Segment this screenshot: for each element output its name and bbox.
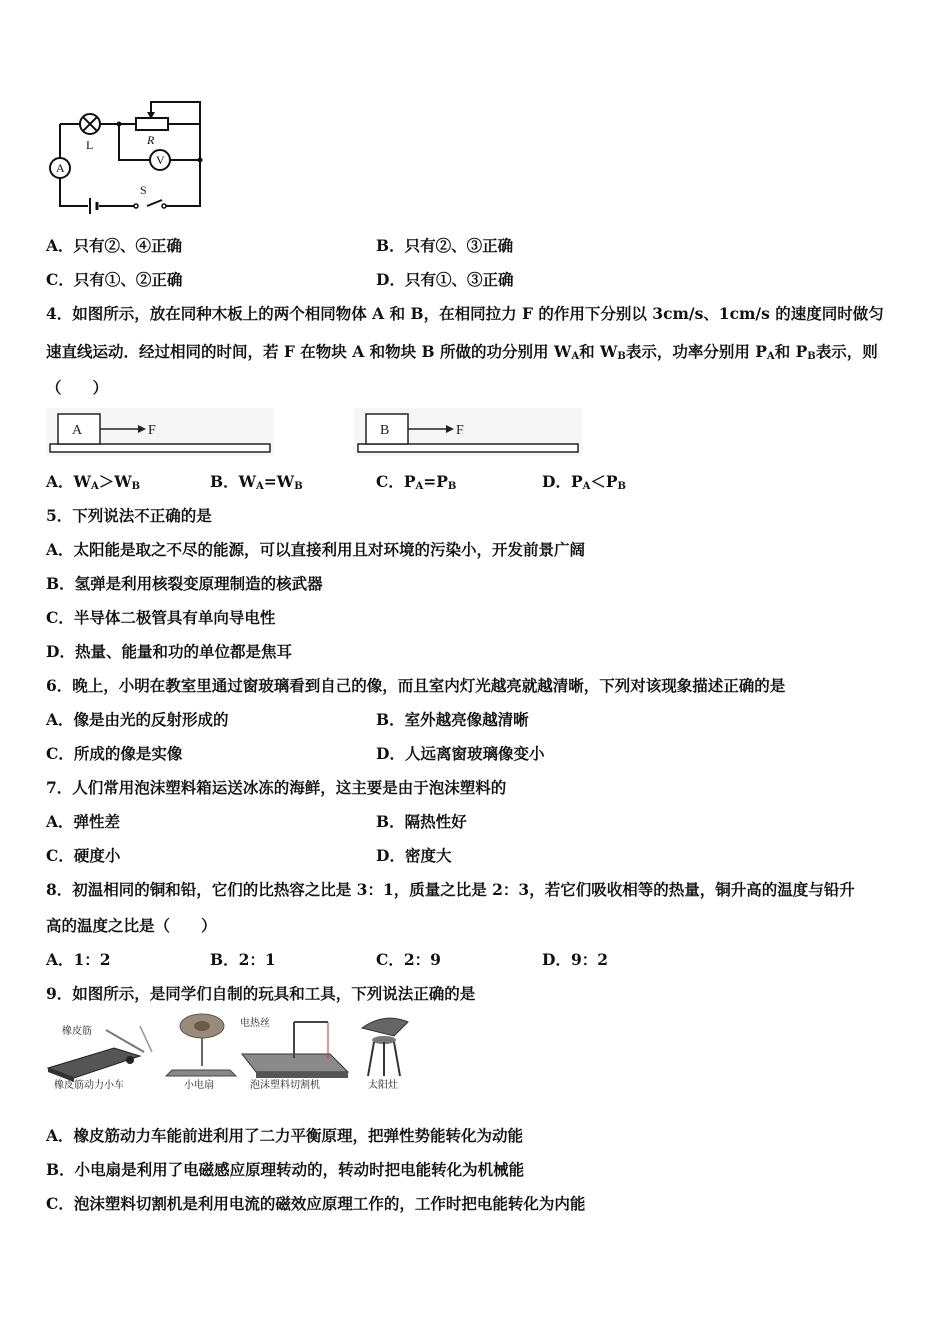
q3-option-d[interactable]: D．只有①、③正确 bbox=[376, 270, 514, 289]
block-b-label: B bbox=[380, 423, 390, 438]
q8-option-b[interactable]: B．2：1 bbox=[210, 950, 276, 969]
q4-stem-line2: 速直线运动．经过相同的时间，若 F 在物块 A 和物块 B 所做的功分别用 $W_A$和 $W_B$表示，功率分别用 $P_A$和 $P_B$表示，则 bbox=[46, 342, 878, 362]
label-fan: 小电扇 bbox=[184, 1080, 214, 1091]
q7-option-b[interactable]: B．隔热性好 bbox=[376, 812, 467, 831]
rheostat-label: R bbox=[147, 133, 155, 147]
q4-figure-b bbox=[354, 408, 582, 456]
q4-stem-line1: 4．如图所示，放在同种木板上的两个相同物体 A 和 B，在相同拉力 F 的作用下分别以 3cm/s、1cm/s 的速度同时做匀 bbox=[46, 304, 884, 323]
q9-option-a[interactable]: A．橡皮筋动力车能前进利用了二力平衡原理，把弹性势能转化为动能 bbox=[46, 1126, 524, 1145]
q4-option-a[interactable]: A．$W_A>W_B$ bbox=[46, 472, 141, 492]
label-band: 橡皮筋 bbox=[62, 1026, 92, 1037]
q8-option-a[interactable]: A．1：2 bbox=[46, 950, 111, 969]
q8-option-d[interactable]: D．9：2 bbox=[542, 950, 609, 969]
block-a-label: A bbox=[72, 423, 83, 438]
q5-option-b[interactable]: B．氢弹是利用核裂变原理制造的核武器 bbox=[46, 574, 323, 593]
q7-option-a[interactable]: A．弹性差 bbox=[46, 812, 121, 831]
switch-label: S bbox=[140, 183, 147, 197]
q9-option-b[interactable]: B．小电扇是利用了电磁感应原理转动的，转动时把电能转化为机械能 bbox=[46, 1160, 525, 1179]
q4-figure-a bbox=[46, 408, 274, 456]
q9-figure bbox=[44, 1012, 410, 1092]
circuit-diagram bbox=[46, 98, 211, 216]
q5-option-d[interactable]: D．热量、能量和功的单位都是焦耳 bbox=[46, 642, 292, 661]
q6-option-b[interactable]: B．室外越亮像越清晰 bbox=[376, 710, 529, 729]
q3-option-b[interactable]: B．只有②、③正确 bbox=[376, 236, 514, 255]
q4-answer-blank: （ ） bbox=[46, 378, 109, 397]
label-car: 橡皮筋动力小车 bbox=[54, 1080, 124, 1091]
lamp-label: L bbox=[86, 138, 94, 152]
q7-option-d[interactable]: D．密度大 bbox=[376, 846, 452, 865]
force-b-label: F bbox=[456, 423, 464, 438]
q8-option-c[interactable]: C．2：9 bbox=[376, 950, 441, 969]
q7-stem: 7．人们常用泡沫塑料箱运送冰冻的海鲜，这主要是由于泡沫塑料的 bbox=[46, 778, 507, 797]
q6-stem: 6．晚上，小明在教室里通过窗玻璃看到自己的像，而且室内灯光越亮就越清晰，下列对该现象描述正确的是 bbox=[46, 676, 786, 695]
q8-stem-line1: 8．初温相同的铜和铅，它们的比热容之比是 3：1，质量之比是 2：3，若它们吸收相等的热量，铜升高的温度与铅升 bbox=[46, 880, 855, 899]
q9-stem: 9．如图所示，是同学们自制的玩具和工具，下列说法正确的是 bbox=[46, 984, 476, 1003]
q5-stem: 5．下列说法不正确的是 bbox=[46, 506, 212, 525]
label-cutter: 泡沫塑料切割机 bbox=[250, 1080, 320, 1091]
label-wire: 电热丝 bbox=[240, 1018, 270, 1029]
force-a-label: F bbox=[148, 423, 156, 438]
q3-option-c[interactable]: C．只有①、②正确 bbox=[46, 270, 183, 289]
q5-option-a[interactable]: A．太阳能是取之不尽的能源，可以直接利用且对环境的污染小，开发前景广阔 bbox=[46, 540, 586, 559]
label-stove: 太阳灶 bbox=[368, 1080, 398, 1091]
voltmeter-label: V bbox=[156, 153, 165, 167]
q4-option-c[interactable]: C．$P_A=P_B$ bbox=[376, 472, 457, 492]
ammeter-label: A bbox=[56, 161, 65, 175]
q3-option-a[interactable]: A．只有②、④正确 bbox=[46, 236, 183, 255]
q4-option-d[interactable]: D．$P_A<P_B$ bbox=[542, 472, 626, 492]
q6-option-c[interactable]: C．所成的像是实像 bbox=[46, 744, 183, 763]
q7-option-c[interactable]: C．硬度小 bbox=[46, 846, 121, 865]
q6-option-a[interactable]: A．像是由光的反射形成的 bbox=[46, 710, 229, 729]
q4-option-b[interactable]: B．$W_A=W_B$ bbox=[210, 472, 303, 492]
q9-option-c[interactable]: C．泡沫塑料切割机是利用电流的磁效应原理工作的，工作时把电能转化为内能 bbox=[46, 1194, 586, 1213]
q5-option-c[interactable]: C．半导体二极管具有单向导电性 bbox=[46, 608, 276, 627]
q8-stem-line2: 高的温度之比是（ ） bbox=[46, 916, 217, 935]
q6-option-d[interactable]: D．人远离窗玻璃像变小 bbox=[376, 744, 545, 763]
